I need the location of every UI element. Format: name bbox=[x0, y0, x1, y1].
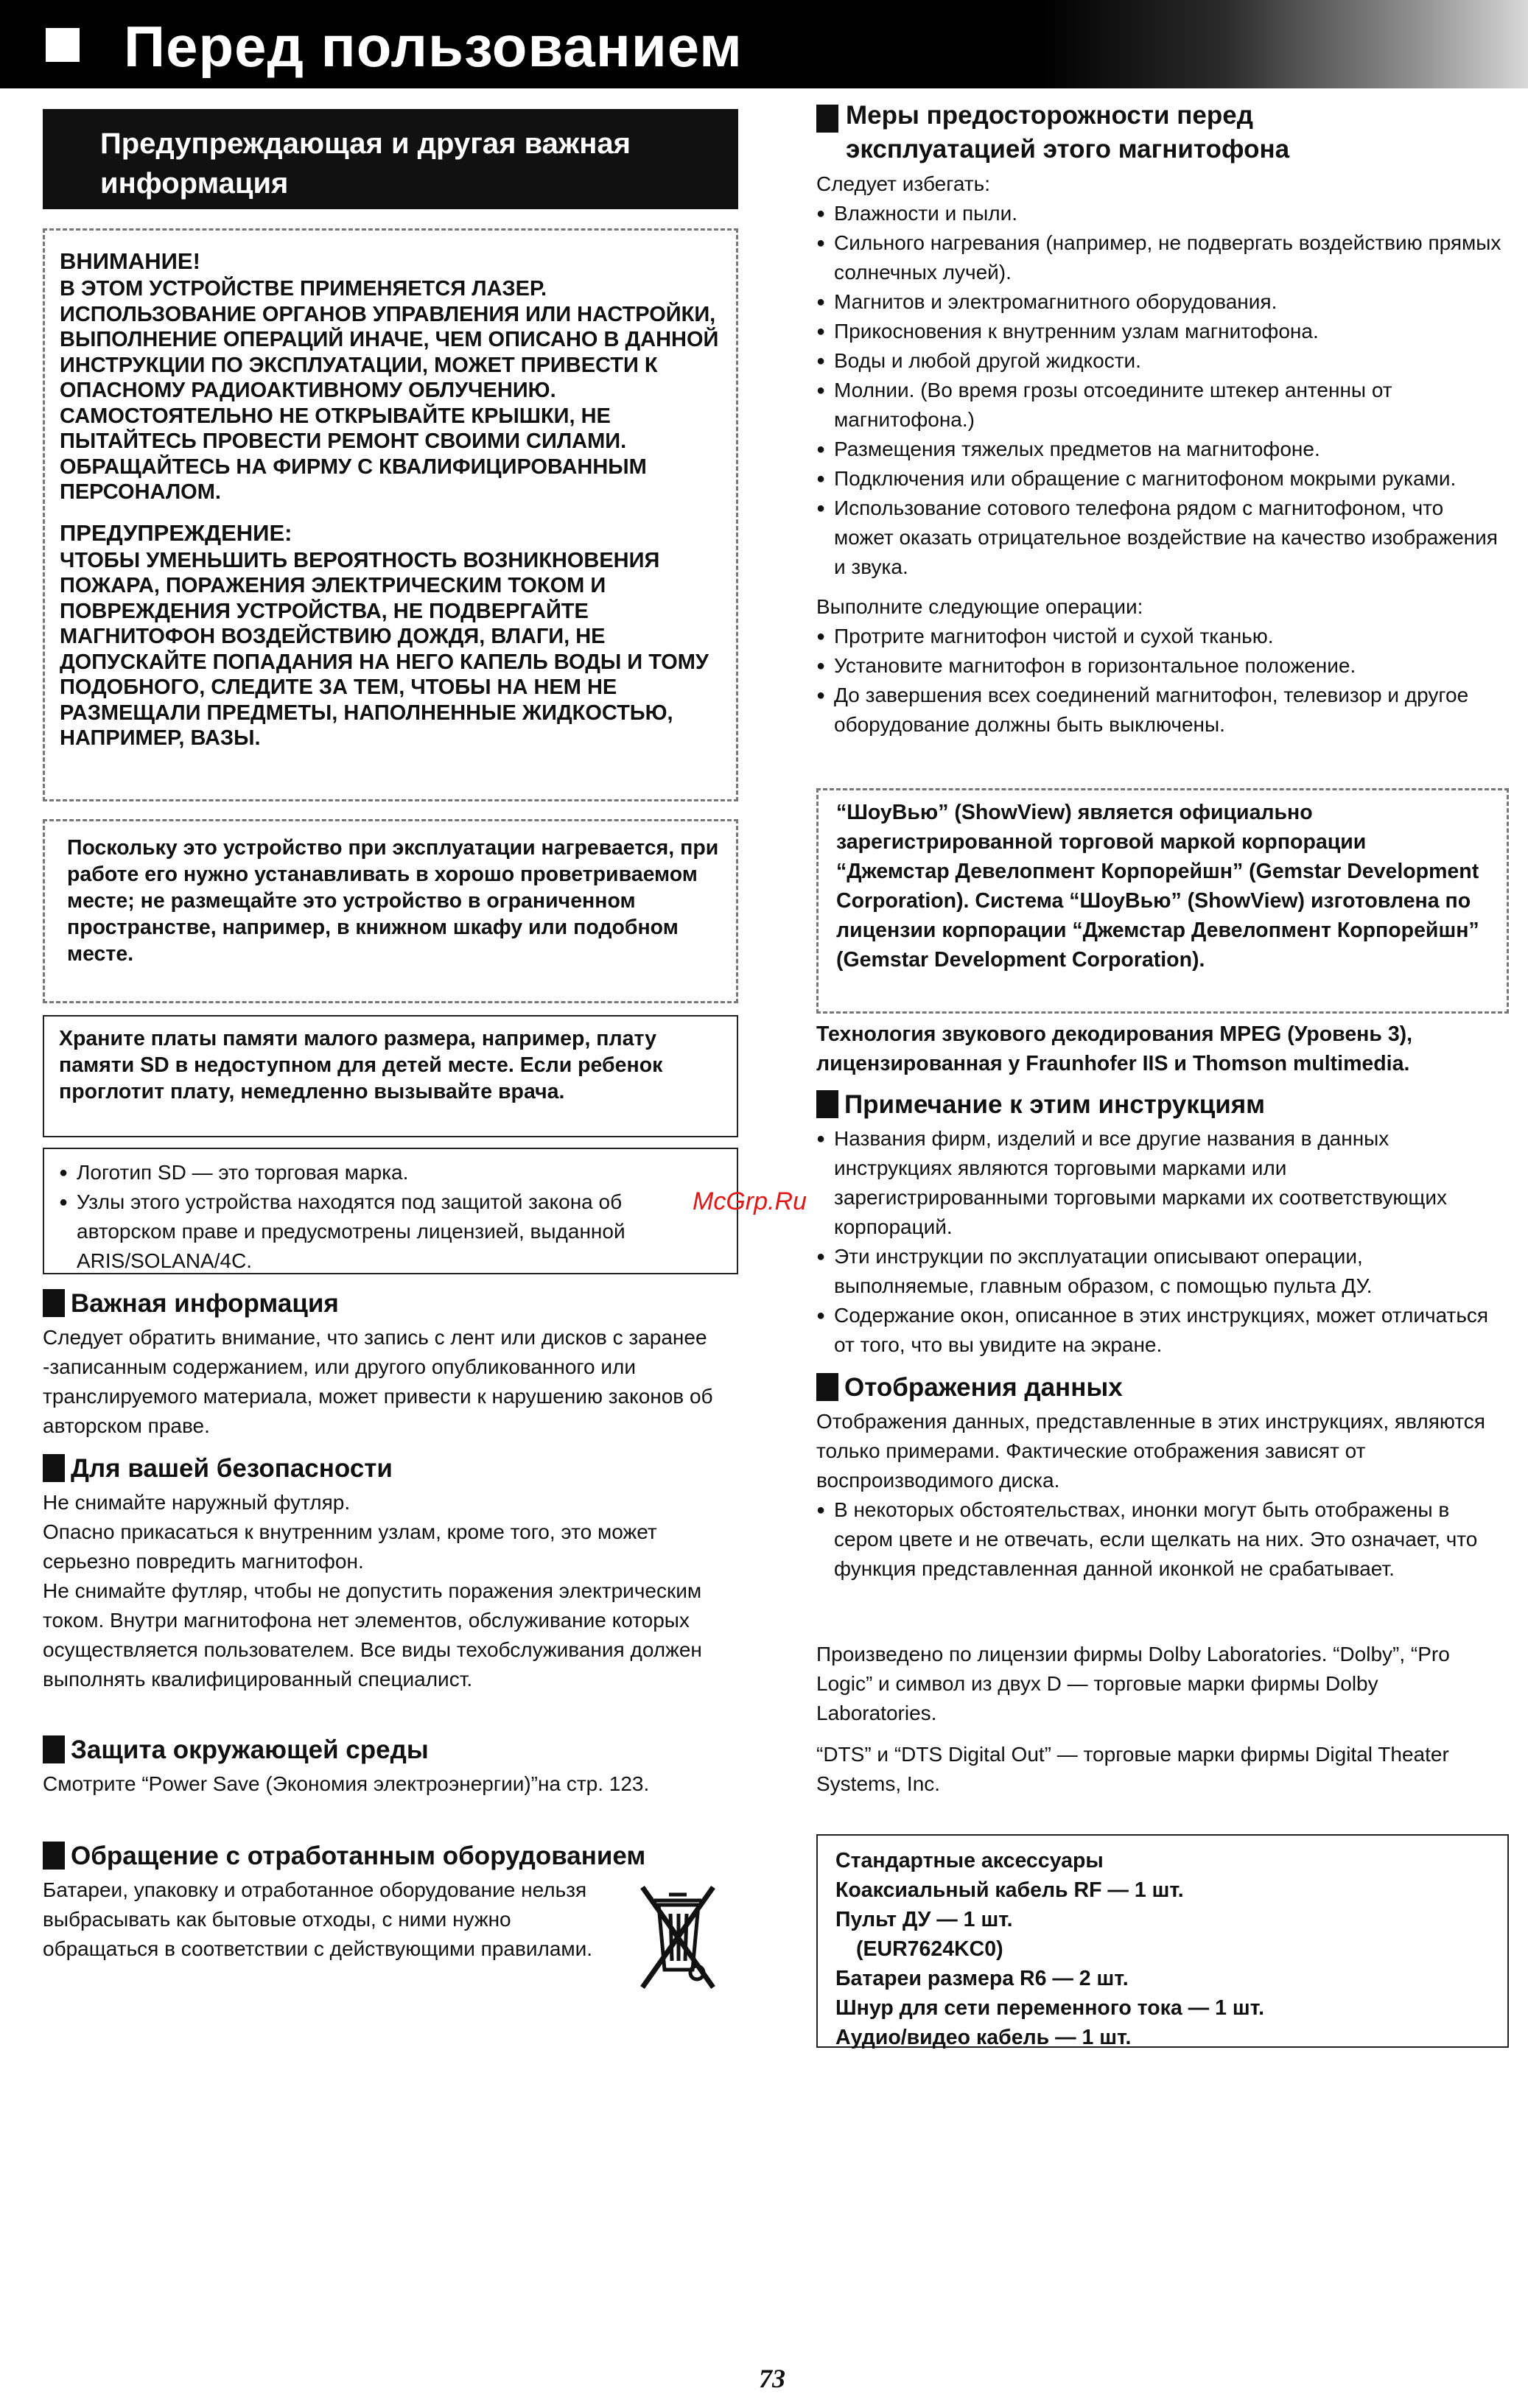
showview-text: “ШоуВью” (ShowView) является официально зарегистрированной торговой маркой корпорации “Джемстар Девелопмент Корпорейшн” (Gemstar Development Corporation). Система “ШоуВью” (ShowView) изготовлена по лицензии корпорации “Джемстар Девелопмент Корпорейшн” (Gemstar Development Corporation). bbox=[836, 801, 1479, 972]
list-item: ● Содержание окон, описанное в этих инструкциях, может отличаться от того, что вы увидите на экране. bbox=[816, 1301, 1501, 1360]
caution-text: В ЭТОМ УСТРОЙСТВЕ ПРИМЕНЯЕТСЯ ЛАЗЕР. ИСПОЛЬЗОВАНИЕ ОРГАНОВ УПРАВЛЕНИЯ ИЛИ НАСТРОЙКИ, ВЫПОЛНЕНИЕ ОПЕРАЦИЙ ИНАЧЕ, ЧЕМ ОПИСАНО В ДАННОЙ ИНСТРУКЦИИ ПО ЭКСПЛУАТАЦИИ, МОЖЕТ ПРИВЕСТИ К ОПАСНОМУ РАДИОАКТИВНОМУ ОБЛУЧЕНИЮ. САМОСТОЯТЕЛЬНО НЕ ОТКРЫВАЙТЕ КРЫШКИ, НЕ ПЫТАЙТЕСЬ ПРОВЕСТИ РЕМОНТ СВОИМИ СИЛАМИ. ОБРАЩАЙТЕСЬ НА ФИРМУ С КВАЛИФИЦИРОВАННЫМ ПЕРСОНАЛОМ. bbox=[60, 277, 719, 504]
heading-square-icon bbox=[816, 1090, 838, 1118]
sd-card-box bbox=[43, 1015, 738, 1137]
safety-text bbox=[43, 1488, 728, 1694]
accessory-item: Пульт ДУ — 1 шт. bbox=[835, 1908, 1013, 1931]
crossed-out-bin-icon bbox=[634, 1878, 722, 1996]
caution-title: ВНИМАНИЕ! bbox=[60, 248, 200, 274]
note-heading: Примечание к этим инструкциям bbox=[816, 1089, 1265, 1121]
precautions-heading bbox=[816, 103, 844, 136]
do-intro: Выполните следующие операции: bbox=[816, 595, 1143, 618]
dolby-text: Произведено по лицензии фирмы Dolby Laboratories. “Dolby”, “Pro Logic” и символ из двух D — торговые марки фирмы Dolby Laboratories. bbox=[816, 1643, 1450, 1724]
page-header bbox=[0, 0, 1528, 88]
list-item: ● Логотип SD — это торговая марка. bbox=[59, 1158, 722, 1187]
warning-title: ПРЕДУПРЕЖДЕНИЕ: bbox=[60, 519, 292, 546]
list-item: ● Сильного нагревания (например, не подвергать воздействию прямых солнечных лучей). bbox=[816, 228, 1501, 287]
accessory-item: Батареи размера R6 — 2 шт. bbox=[835, 1967, 1129, 1990]
accessories-title: Стандартные аксессуары bbox=[835, 1849, 1104, 1872]
list-item: ● Протрите магнитофон чистой и сухой тканью. bbox=[816, 622, 1501, 651]
do-list bbox=[816, 622, 1501, 740]
important-text: Следует обратить внимание, что запись с лент или дисков с заранее -записанным содержанием, или другого опубликованного или транслируемого материала, может привести к нарушению законов об авторском праве. bbox=[43, 1326, 713, 1437]
precautions-body bbox=[816, 169, 1501, 740]
environment-text: Смотрите “Power Save (Экономия электроэнергии)”на стр. 123. bbox=[43, 1772, 650, 1795]
list-item: ● Молнии. (Во время грозы отсоедините штекер антенны от магнитофона.) bbox=[816, 376, 1501, 435]
heading-square-icon bbox=[43, 1454, 65, 1482]
list-item: ● До завершения всех соединений магнитофон, телевизор и другое оборудование должны быть выключены. bbox=[816, 681, 1501, 740]
list-item: ● Подключения или обращение с магнитофоном мокрыми руками. bbox=[816, 464, 1501, 494]
warning-text: ЧТОБЫ УМЕНЬШИТЬ ВЕРОЯТНОСТЬ ВОЗНИКНОВЕНИЯ ПОЖАРА, ПОРАЖЕНИЯ ЭЛЕКТРИЧЕСКИМ ТОКОМ И ПОВРЕЖДЕНИЯ УСТРОЙСТВА, НЕ ПОДВЕРГАЙТЕ МАГНИТОФОН ВОЗДЕЙСТВИЮ ДОЖДЯ, ВЛАГИ, НЕ ДОПУСКАЙТЕ ПОПАДАНИЯ НА НЕГО КАПЕЛЬ ВОДЫ И ТОМУ ПОДОБНОГО, СЛЕДИТЕ ЗА ТЕМ, ЧТОБЫ НА НЕМ НЕ РАЗМЕЩАЛИ ПРЕДМЕТЫ, НАПОЛНЕННЫЕ ЖИДКОСТЬЮ, НАПРИМЕР, ВАЗЫ. bbox=[60, 548, 709, 750]
accessory-item: Аудио/видео кабель — 1 шт. bbox=[835, 2026, 1132, 2049]
ventilation-text: Поскольку это устройство при эксплуатации нагревается, при работе его нужно устанавливать в хорошо проветриваемом месте; не размещайте это устройство в ограниченном пространстве, например, в книжном шкафу или подобном месте. bbox=[67, 836, 719, 966]
heading-square-icon bbox=[816, 105, 838, 133]
display-text: Отображения данных, представленные в этих инструкциях, являются только примерами. Фактические отображения зависят от воспроизводимого диска. bbox=[816, 1410, 1485, 1492]
warning-box bbox=[43, 228, 738, 801]
header-square-icon bbox=[46, 28, 80, 62]
heading-square-icon bbox=[43, 1735, 65, 1763]
disposal-text: Батареи, упаковку и отработанное оборудование нельзя выбрасывать как бытовые отходы, с ними нужно обращаться в соответствии с действующими правилами. bbox=[43, 1878, 593, 1960]
display-body bbox=[816, 1407, 1501, 1584]
page-number: 73 bbox=[759, 2364, 785, 2393]
list-item: ● Эти инструкции по эксплуатации описывают операции, выполняемые, главным образом, с помощью пульта ДУ. bbox=[816, 1242, 1501, 1301]
heading-square-icon bbox=[816, 1373, 838, 1401]
ventilation-box bbox=[43, 819, 738, 1003]
display-list bbox=[816, 1495, 1501, 1584]
list-item: ● Магнитов и электромагнитного оборудования. bbox=[816, 287, 1501, 317]
section-title-bar bbox=[43, 109, 738, 209]
list-item: ● Использование сотового телефона рядом с магнитофоном, что может оказать отрицательное воздействие на качество изображения и звука. bbox=[816, 494, 1501, 582]
sd-card-text: Храните платы памяти малого размера, например, плату памяти SD в недоступном для детей месте. Если ребенок проглотит плату, немедленно вызывайте врача. bbox=[59, 1027, 663, 1103]
heading-square-icon bbox=[43, 1842, 65, 1870]
safety-p3: Не снимайте футляр, чтобы не допустить поражения электрическим током. Внутри магнитофона нет элементов, обслуживание которых осуществляется пользователем. Все виды техобслуживания должен выполнять квалифицированный специалист. bbox=[43, 1579, 702, 1691]
dts-text: “DTS” и “DTS Digital Out” — торговые марки фирмы Digital Theater Systems, Inc. bbox=[816, 1743, 1449, 1795]
list-item: ● В некоторых обстоятельствах, инонки могут быть отображены в сером цвете и не отвечать, если щелкать на них. Это означает, что функция представленная данной иконкой не срабатывает. bbox=[816, 1495, 1501, 1584]
environment-heading: Защита окружающей среды bbox=[43, 1734, 429, 1766]
accessory-item: (EUR7624KC0) bbox=[856, 1937, 1003, 1961]
list-item: ● Установите магнитофон в горизонтальное положение. bbox=[816, 651, 1501, 681]
page-title: Перед пользованием bbox=[124, 14, 743, 79]
important-heading: Важная информация bbox=[43, 1288, 339, 1320]
list-item: ● Узлы этого устройства находятся под защитой закона об авторском праве и предусмотрены лицензией, выданной ARIS/SOLANA/4C. bbox=[59, 1187, 722, 1276]
list-item: ● Прикосновения к внутренним узлам магнитофона. bbox=[816, 317, 1501, 346]
display-heading: Отображения данных bbox=[816, 1372, 1123, 1404]
list-item: ● Влажности и пыли. bbox=[816, 199, 1501, 228]
sd-notes-list bbox=[59, 1158, 722, 1276]
list-item: ● Названия фирм, изделий и все другие названия в данных инструкциях являются торговыми марками или зарегистрированными торговыми марками их соответствующих корпораций. bbox=[816, 1124, 1501, 1242]
avoid-list bbox=[816, 199, 1501, 582]
section-title: Предупреждающая и другая важная информация bbox=[100, 127, 631, 200]
accessory-item: Коаксиальный кабель RF — 1 шт. bbox=[835, 1878, 1184, 1902]
watermark: McGrp.Ru bbox=[693, 1187, 807, 1215]
sd-notes-box bbox=[43, 1148, 738, 1274]
safety-p1: Не снимайте наружный футляр. bbox=[43, 1491, 351, 1514]
accessory-item: Шнур для сети переменного тока — 1 шт. bbox=[835, 1996, 1264, 2020]
heading-square-icon bbox=[43, 1289, 65, 1317]
disposal-heading: Обращение с отработанным оборудованием bbox=[43, 1840, 645, 1872]
safety-heading: Для вашей безопасности bbox=[43, 1453, 393, 1485]
accessories-box bbox=[816, 1834, 1509, 2048]
list-item: ● Размещения тяжелых предметов на магнитофоне. bbox=[816, 435, 1501, 464]
precautions-title: Меры предосторожности перед эксплуатацией этого магнитофона bbox=[846, 101, 1290, 164]
showview-box bbox=[816, 788, 1509, 1014]
mpeg-text: Технология звукового декодирования MPEG (Уровень 3), лицензированная у Fraunhofer IIS и Thomson multimedia. bbox=[816, 1022, 1413, 1075]
list-item: ● Воды и любой другой жидкости. bbox=[816, 346, 1501, 376]
note-list bbox=[816, 1124, 1501, 1360]
safety-p2: Опасно прикасаться к внутренним узлам, кроме того, это может серьезно повредить магнитофон. bbox=[43, 1520, 657, 1573]
avoid-intro: Следует избегать: bbox=[816, 172, 990, 195]
